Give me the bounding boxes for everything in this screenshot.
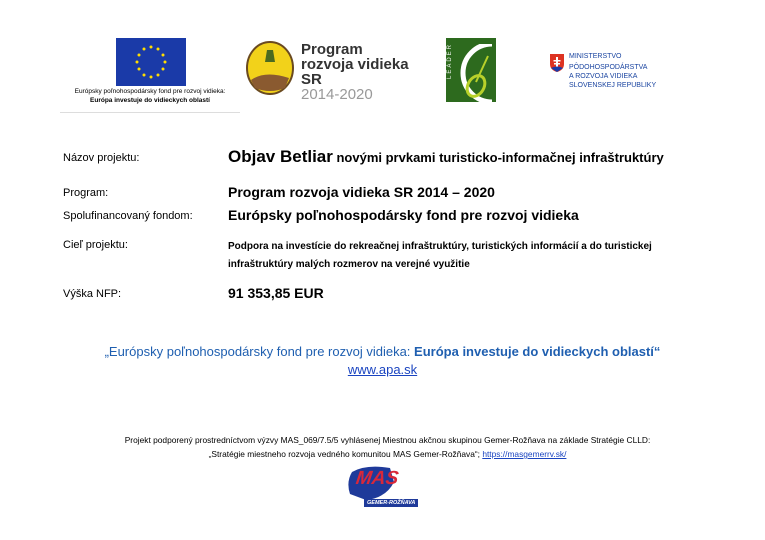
- goal-value: [228, 238, 652, 274]
- eu-logo: [60, 36, 240, 113]
- footer-line1: Projekt podporený prostredníctvom výzvy MAS_069/7.5/5 vyhlásenej Miestnou akčnou skupinou Gemer-Rožňava na základe Stratégie CLLD:: [124, 435, 651, 445]
- ministry-line4: SLOVENSKEJ REPUBLIKY: [569, 82, 657, 89]
- fund-label: Spolufinancovaný fondom:: [63, 210, 193, 222]
- ministry-line3: A ROZVOJA VIDIEKA: [569, 73, 638, 80]
- program-label: Program:: [63, 187, 109, 199]
- project-name-label: Názov projektu:: [63, 152, 140, 164]
- quote-part2: Európa investuje do vidieckych oblastí“: [414, 344, 661, 359]
- eu-caption-1: Európsky poľnohospodársky fond pre rozvoj vidieka:: [74, 88, 226, 95]
- apa-link[interactable]: www.apa.sk: [347, 362, 418, 377]
- nfp-label: Výška NFP:: [63, 288, 122, 300]
- footer-text: [0, 433, 765, 461]
- eu-flag-icon: [116, 38, 186, 86]
- ministry-line2: PÔDOHOSPODÁRSTVA: [569, 64, 648, 71]
- mas-text: MAS: [354, 468, 400, 489]
- leader-text: LEADER: [447, 42, 454, 80]
- prv-line3: 2014-2020: [301, 86, 373, 103]
- slovak-coat-of-arms-icon: [550, 54, 564, 72]
- apa-quote: [0, 344, 765, 359]
- nfp-value: 91 353,85 EUR: [228, 285, 324, 301]
- ministry-line1: MINISTERSTVO: [569, 53, 622, 60]
- leader-logo: [446, 38, 496, 102]
- prv-logo: [245, 38, 425, 103]
- goal-line2: infraštruktúry malých rozmerov na verejné využitie: [228, 259, 470, 270]
- program-value: Program rozvoja vidieka SR 2014 – 2020: [228, 184, 495, 200]
- footer-line2: „Stratégie miestneho rozvoja vedného komunitou MAS Gemer-Rožňava“;: [208, 449, 483, 459]
- mas-subtext: GEMER-ROŽŇAVA: [364, 499, 418, 507]
- project-name: [228, 147, 664, 167]
- project-name-rest: novými prvkami turisticko-informačnej infraštruktúry: [332, 150, 664, 165]
- eu-caption-2: Európa investuje do vidieckych oblastí: [90, 97, 210, 104]
- prv-line1: Program: [301, 41, 363, 58]
- prv-line2: rozvoja vidieka SR: [301, 56, 409, 88]
- goal-line1: Podpora na investície do rekreačnej infraštruktúry, turistických informácií a do turistickej: [228, 241, 652, 252]
- leaf-icon: [458, 44, 496, 102]
- fund-value: Európsky poľnohospodársky fond pre rozvoj vidieka: [228, 207, 579, 223]
- project-name-bold: Objav Betliar: [228, 147, 333, 166]
- quote-part1: „Európsky poľnohospodársky fond pre rozvoj vidieka:: [104, 344, 415, 359]
- goal-label: Cieľ projektu:: [63, 239, 128, 251]
- mas-logo: [344, 462, 424, 510]
- ministry-logo: [550, 52, 700, 92]
- prv-emblem-icon: [245, 40, 295, 96]
- mas-link[interactable]: https://masgemerrv.sk/: [482, 449, 567, 459]
